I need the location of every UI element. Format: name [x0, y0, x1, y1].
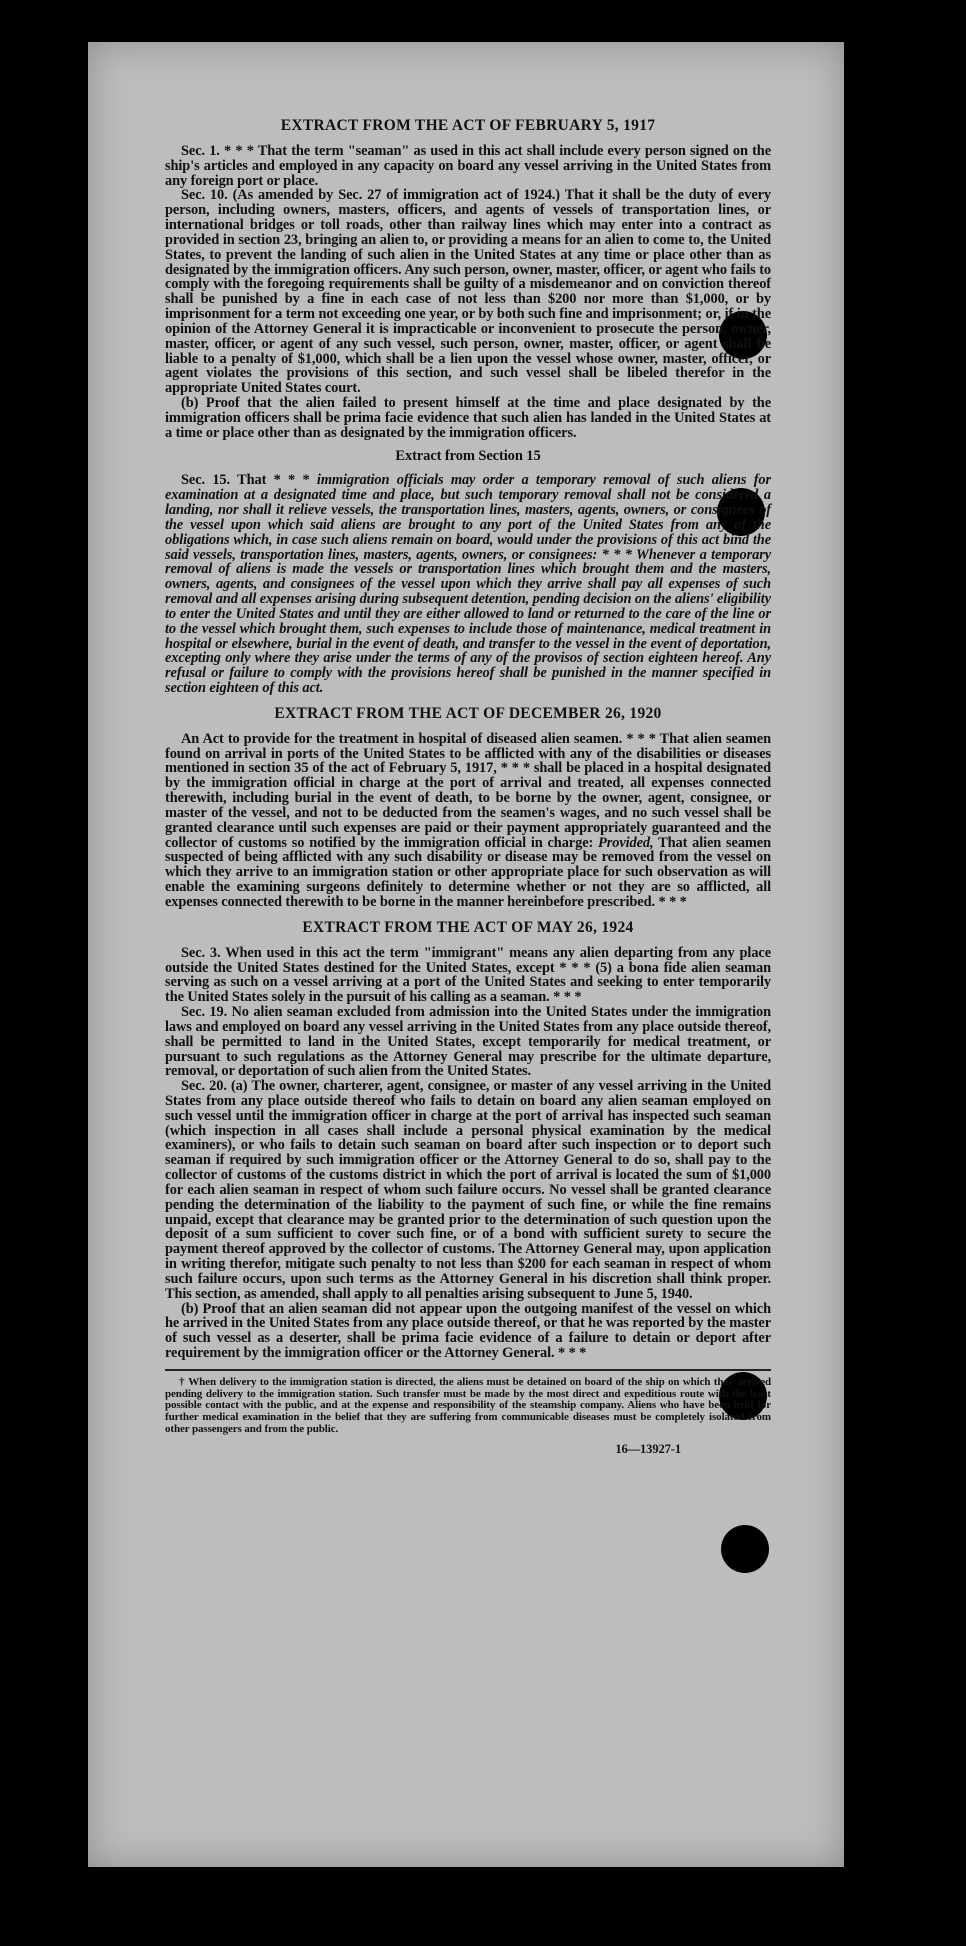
heading-act-may-1924: EXTRACT FROM THE ACT OF MAY 26, 1924 — [302, 918, 634, 936]
paragraph-act-dec-1920 — [165, 732, 771, 910]
heading-act-feb-1917: EXTRACT FROM THE ACT OF FEBRUARY 5, 1917 — [280, 117, 656, 134]
paragraph-sec-15 — [165, 473, 771, 695]
form-number: 16—13927-1 — [615, 1442, 681, 1457]
document-body — [165, 118, 771, 1456]
heading-act-dec-1920: EXTRACT FROM THE ACT OF DECEMBER 26, 1920 — [274, 704, 662, 722]
sec-15-lead: Sec. 15. That * * * — [181, 472, 317, 489]
divider — [165, 1369, 771, 1371]
footnote: † When delivery to the immigration station is directed, the aliens must be detained on board of the ship on which they arrived pending delivery to the immigration station. Such transfer must be made by the most direct and expeditious route with the least possible contact with the public, and at the expense and responsibility of the steamship company. Aliens who have been held for further medical examination in the belief that they are suffering from communicable diseases must be completely isolated from other passengers and from the public. — [165, 1375, 771, 1435]
dec-1920-provided: Provided, — [598, 834, 654, 851]
punch-hole — [721, 1525, 769, 1573]
dec-1920-text-b: That alien seamen suspected of being afflicted with any such disability or disease may be removed from the vessel on which they arrive to an immigration station or other appropriate place for such observation as will enable the examining surgeons definitely to determine whether or not they are so afflicted, all expenses connected therewith to be borne in the manner hereinbefore prescribed. * * * — [165, 834, 771, 910]
paragraph-sec-3: Sec. 3. When used in this act the term "immigrant" means any alien departing from any place outside the United States destined for the United States, except * * * (5) a bona fide alien seaman serving as such on a vessel arriving at a port of the United States and seeking to enter temporarily the United States solely in the pursuit of his calling as a seaman. * * * — [165, 944, 771, 1006]
sec-15-text: immigration officials may order a temporary removal of such aliens for examination at a designated time and place, but such temporary removal shall not be considered a landing, nor shall it relieve vessels, the transportation lines, masters, agents, owners, or consignees of the vessel upon which said aliens are brought to any port of the United States from any of the obligations which, in case such aliens remain on board, would under the provisions of this act bind the said vessels, transportation lines, masters, agents, owners, or consignees: * * * Whenever a temporary removal of aliens is made the vessels or transportation lines which brought them and the masters, owners, agents, and consignees of the vessel upon which they arrive shall pay all expenses of such removal and all expenses arising during subsequent detention, pending decision on the aliens' eligibility to enter the United States and until they are either allowed to land or returned to the care of the line or to the vessel which brought them, such expenses to include those of maintenance, medical treatment in hospital or elsewhere, burial in the event of death, and transfer to the vessel in the event of deportation, excepting only where they arise under the terms of any of the provisos of section eighteen hereof. Any refusal or failure to comply with the provisions hereof shall be punished in the manner specified in section eighteen of this act. — [165, 472, 771, 697]
paragraph-sec-20-b: (b) Proof that an alien seaman did not appear upon the outgoing manifest of the vessel on which he arrived in the United States from any place outside thereof, or that he was reported by the master of such vessel as a deserter, shall be prima facie evidence of a failure to detain or deport after requirement by the immigration officer or the Attorney General. * * * — [165, 1300, 771, 1362]
paragraph-sec-20: Sec. 20. (a) The owner, charterer, agent, consignee, or master of any vessel arriving in the United States from any place outside thereof who fails to detain on board any alien seaman employed on such vessel until the immigration officer in charge at the port of arrival has inspected such seaman (which inspection in all cases shall include a personal physical examination by the medical examiners), or who fails to detain such seaman on board after such inspection or to deport such seaman if required by such immigration officer or the Attorney General to do so, shall pay to the collector of customs of the customs district in which the port of arrival is located the sum of $1,000 for each alien seaman in respect of whom such failure occurs. No vessel shall be granted clearance pending the determination of the liability to the payment of such fine, or while the fine remains unpaid, except that clearance may be granted prior to the determination of such question upon the deposit of a sum sufficient to cover such fine, or of a bond with sufficient surety to secure the payment thereof approved by the collector of customs. The Attorney General may, upon application in writing therefor, mitigate such penalty to not less than $200 for each seaman in respect of whom such failure occurs, upon such terms as the Attorney General in his discretion shall think proper. This section, as amended, shall apply to all penalties arising subsequent to June 5, 1940. — [165, 1078, 771, 1302]
paragraph-sec-19: Sec. 19. No alien seaman excluded from admission into the United States under the immigration laws and employed on board any vessel arriving in the United States from any place outside thereof, shall be permitted to land in the United States, except temporarily for medical treatment, or pursuant to such regulations as the Attorney General may prescribe for the ultimate departure, removal, or deportation of such alien from the United States. — [165, 1004, 771, 1080]
heading-section-15: Extract from Section 15 — [395, 447, 541, 464]
paragraph-sec-10: Sec. 10. (As amended by Sec. 27 of immigration act of 1924.) That it shall be the duty of every person, including owners, masters, officers, and agents of vessels of transportation lines, or international bridges or toll roads, other than railway lines which may enter into a contract as provided in section 23, bringing an alien to, or providing a means for an alien to come to, the United States, to prevent the landing of such alien in the United States at any time or place other than as designated by the immigration officers. Any such person, owner, master, officer, or agent who fails to comply with the foregoing requirements shall be guilty of a misdemeanor and on conviction thereof shall be punished by a fine in each case of not less than $200 nor more than $1,000, or by imprisonment for a term not exceeding one year, or by both such fine and imprisonment; or, if in the opinion of the Attorney General it is impracticable or inconvenient to prosecute the person, owner, master, officer, or agent of any such vessel, such person, owner, master, officer, or agent shall be liable to a penalty of $1,000, which shall be a lien upon the vessel whose owner, master, officer, or agent violates the provisions of this section, and such vessel shall be libeled therefor in the appropriate United States court. — [165, 187, 771, 397]
paragraph-sec-1: Sec. 1. * * * That the term "seaman" as used in this act shall include every person signed on the ship's articles and employed in any capacity on board any vessel arriving in the United States from any foreign port or place. — [165, 142, 771, 189]
dec-1920-text-a: An Act to provide for the treatment in hospital of diseased alien seamen. * * * That alien seamen found on arrival in ports of the United States to be afflicted with any of the disabilities or diseases mentioned in section 35 of the act of February 5, 1917, * * * shall be placed in a hospital designated by the immigration official in charge at the port of arrival and treated, all expenses connected therewith, including burial in the event of death, to be borne by the owner, agent, consignee, or master of the vessel, and not to be deducted from the seamen's wages, and no such vessel shall be granted clearance until such expenses are paid or their payment appropriately guaranteed and the collector of customs so notified by the immigration official in charge: — [165, 730, 771, 851]
paragraph-sec-10-b: (b) Proof that the alien failed to present himself at the time and place designated by the immigration officers shall be prima facie evidence that such alien has landed in the United States at a time or place other than as designated by the immigration officers. — [165, 395, 771, 441]
